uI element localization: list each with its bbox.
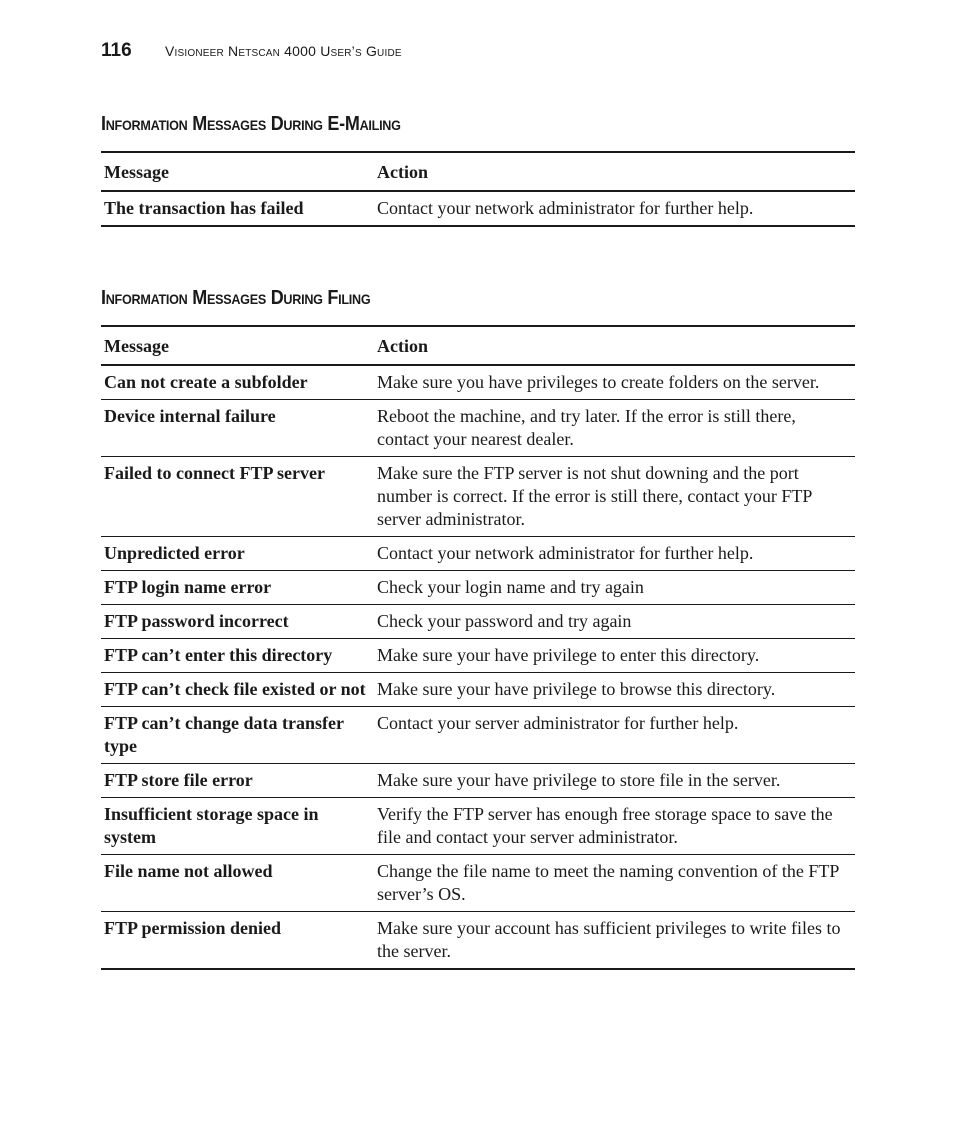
emailing-messages-table <box>101 151 855 227</box>
action-cell: Make sure your have privilege to enter this directory. <box>377 645 760 665</box>
action-cell: Contact your network administrator for further help. <box>377 198 754 218</box>
message-cell: Unpredicted error <box>104 543 245 563</box>
action-cell: Contact your network administrator for further help. <box>377 543 754 563</box>
action-cell: Make sure your account has sufficient privileges to write files to the server. <box>377 918 841 961</box>
action-cell: Make sure you have privileges to create folders on the server. <box>377 372 820 392</box>
running-title: Visioneer Netscan 4000 User’s Guide <box>165 43 402 59</box>
action-cell: Reboot the machine, and try later. If the error is still there, contact your nearest dealer. <box>377 406 796 449</box>
table-row <box>101 605 855 639</box>
message-cell: FTP permission denied <box>104 918 282 938</box>
message-cell: Can not create a subfolder <box>104 372 308 392</box>
table-row <box>101 855 855 912</box>
table-row <box>101 457 855 537</box>
column-header-message: Message <box>104 336 169 356</box>
table-row <box>101 571 855 605</box>
action-cell: Check your login name and try again <box>377 577 644 597</box>
column-header-action: Action <box>377 162 428 182</box>
action-cell: Contact your server administrator for further help. <box>377 713 739 733</box>
message-cell: The transaction has failed <box>104 198 304 218</box>
action-cell: Verify the FTP server has enough free storage space to save the file and contact your server administrator. <box>377 804 833 847</box>
section-title-emailing: Information Messages During E-Mailing <box>101 113 401 135</box>
message-cell: FTP can’t change data transfer type <box>104 713 344 756</box>
action-cell: Make sure your have privilege to store file in the server. <box>377 770 781 790</box>
column-header-message: Message <box>104 162 169 182</box>
message-cell: Failed to connect FTP server <box>104 463 325 483</box>
section-title-filing: Information Messages During Filing <box>101 287 371 309</box>
table-row <box>101 707 855 764</box>
message-cell: FTP can’t check file existed or not <box>104 679 366 699</box>
table-row <box>101 673 855 707</box>
table-row <box>101 912 855 970</box>
table-row <box>101 798 855 855</box>
table-row <box>101 764 855 798</box>
table-row <box>101 639 855 673</box>
table-header-row <box>101 326 855 365</box>
message-cell: File name not allowed <box>104 861 273 881</box>
message-cell: FTP store file error <box>104 770 253 790</box>
table-row <box>101 400 855 457</box>
message-cell: FTP can’t enter this directory <box>104 645 333 665</box>
table-row <box>101 365 855 400</box>
table-row <box>101 191 855 226</box>
table-row <box>101 537 855 571</box>
action-cell: Make sure your have privilege to browse this directory. <box>377 679 776 699</box>
action-cell: Check your password and try again <box>377 611 632 631</box>
column-header-action: Action <box>377 336 428 356</box>
action-cell: Make sure the FTP server is not shut downing and the port number is correct. If the error is still there, contact your FTP server administrator. <box>377 463 812 529</box>
message-cell: Insufficient storage space in system <box>104 804 319 847</box>
message-cell: FTP password incorrect <box>104 611 289 631</box>
table-header-row <box>101 152 855 191</box>
filing-messages-table <box>101 325 855 970</box>
page-header <box>101 40 402 62</box>
action-cell: Change the file name to meet the naming convention of the FTP server’s OS. <box>377 861 839 904</box>
message-cell: Device internal failure <box>104 406 276 426</box>
page-number: 116 <box>101 40 132 61</box>
message-cell: FTP login name error <box>104 577 272 597</box>
